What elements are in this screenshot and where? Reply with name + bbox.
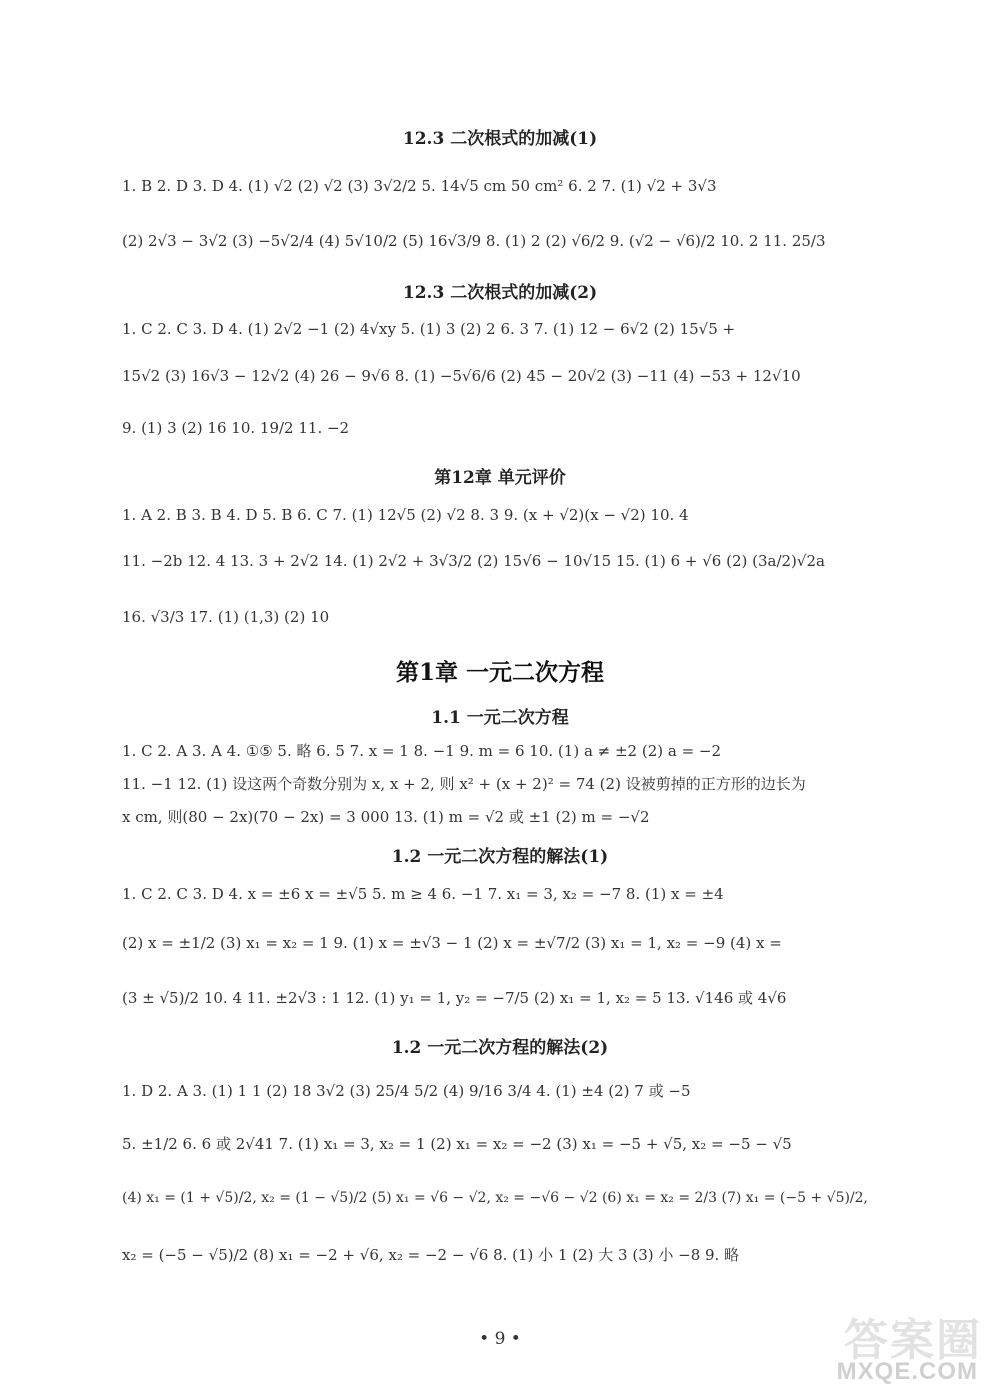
page-number: • 9 • (479, 1329, 521, 1349)
answer-line: 15√2 (3) 16√3 − 12√2 (4) 26 − 9√6 8. (1) −5√6/6 (2) 45 − 20√2 (3) −11 (4) −53 + 12√10 (122, 367, 801, 385)
answer-line: 1. B 2. D 3. D 4. (1) √2 (2) √2 (3) 3√2/2 5. 14√5 cm 50 cm² 6. 2 7. (1) √2 + 3√3 (122, 177, 717, 195)
chapter-title: 第1章 一元二次方程 (395, 659, 604, 686)
section-title: 1.1 一元二次方程 (431, 708, 569, 728)
answer-line: (4) x₁ = (1 + √5)/2, x₂ = (1 − √5)/2 (5) x₁ = √6 − √2, x₂ = −√6 − √2 (6) x₁ = x₂ = 2/3 (7) x₁ = (−5 + √5)/2, (122, 1190, 869, 1206)
watermark-logo: 答案圈 (844, 1316, 982, 1365)
section-title: 1.2 一元二次方程的解法(2) (391, 1038, 609, 1058)
answer-line: 16. √3/3 17. (1) (1,3) (2) 10 (122, 608, 330, 626)
answer-line: x₂ = (−5 − √5)/2 (8) x₁ = −2 + √6, x₂ = −2 − √6 8. (1) 小 1 (2) 大 3 (3) 小 −8 9. 略 (122, 1246, 740, 1264)
section-title: 12.3 二次根式的加减(1) (402, 129, 598, 149)
answer-line: 1. C 2. A 3. A 4. ①⑤ 5. 略 6. 5 7. x = 1 8. −1 9. m = 6 10. (1) a ≠ ±2 (2) a = −2 (122, 742, 722, 760)
section-title: 1.2 一元二次方程的解法(1) (391, 847, 609, 867)
answer-line: 1. C 2. C 3. D 4. (1) 2√2 −1 (2) 4√xy 5. (1) 3 (2) 2 6. 3 7. (1) 12 − 6√2 (2) 15√5 + (122, 320, 736, 338)
answer-line: 11. −1 12. (1) 设这两个奇数分别为 x, x + 2, 则 x² + (x + 2)² = 74 (2) 设被剪掉的正方形的边长为 (122, 775, 806, 793)
section-title: 12.3 二次根式的加减(2) (402, 283, 598, 303)
answer-line: 11. −2b 12. 4 13. 3 + 2√2 14. (1) 2√2 + 3√3/2 (2) 15√6 − 10√15 15. (1) 6 + √6 (2) (3a/2)√2a (122, 552, 825, 570)
answer-line: x cm, 则(80 − 2x)(70 − 2x) = 3 000 13. (1) m = √2 或 ±1 (2) m = −√2 (122, 808, 650, 826)
answer-line: 1. A 2. B 3. B 4. D 5. B 6. C 7. (1) 12√5 (2) √2 8. 3 9. (x + √2)(x − √2) 10. 4 (122, 506, 689, 524)
answer-line: (2) x = ±1/2 (3) x₁ = x₂ = 1 9. (1) x = ±√3 − 1 (2) x = ±√7/2 (3) x₁ = 1, x₂ = −9 (4) x = (122, 934, 782, 952)
watermark (836, 1302, 992, 1388)
answer-line: 5. ±1/2 6. 6 或 2√41 7. (1) x₁ = 3, x₂ = 1 (2) x₁ = x₂ = −2 (3) x₁ = −5 + √5, x₂ = −5 − √5 (122, 1135, 792, 1153)
answer-line: (2) 2√3 − 3√2 (3) −5√2/4 (4) 5√10/2 (5) 16√3/9 8. (1) 2 (2) √6/2 9. (√2 − √6)/2 10. 2 11. 25/3 (122, 232, 826, 250)
answer-line: 1. D 2. A 3. (1) 1 1 (2) 18 3√2 (3) 25/4 5/2 (4) 9/16 3/4 4. (1) ±4 (2) 7 或 −5 (122, 1082, 691, 1100)
answer-line: 9. (1) 3 (2) 16 10. 19/2 11. −2 (122, 419, 350, 437)
answer-line: 1. C 2. C 3. D 4. x = ±6 x = ±√5 5. m ≥ 4 6. −1 7. x₁ = 3, x₂ = −7 8. (1) x = ±4 (122, 885, 724, 903)
watermark-url: MXQE.COM (836, 1358, 978, 1385)
section-title: 第12章 单元评价 (434, 468, 566, 488)
answer-line: (3 ± √5)/2 10. 4 11. ±2√3 : 1 12. (1) y₁ = 1, y₂ = −7/5 (2) x₁ = 1, x₂ = 5 13. √146 或 4√6 (122, 989, 787, 1007)
